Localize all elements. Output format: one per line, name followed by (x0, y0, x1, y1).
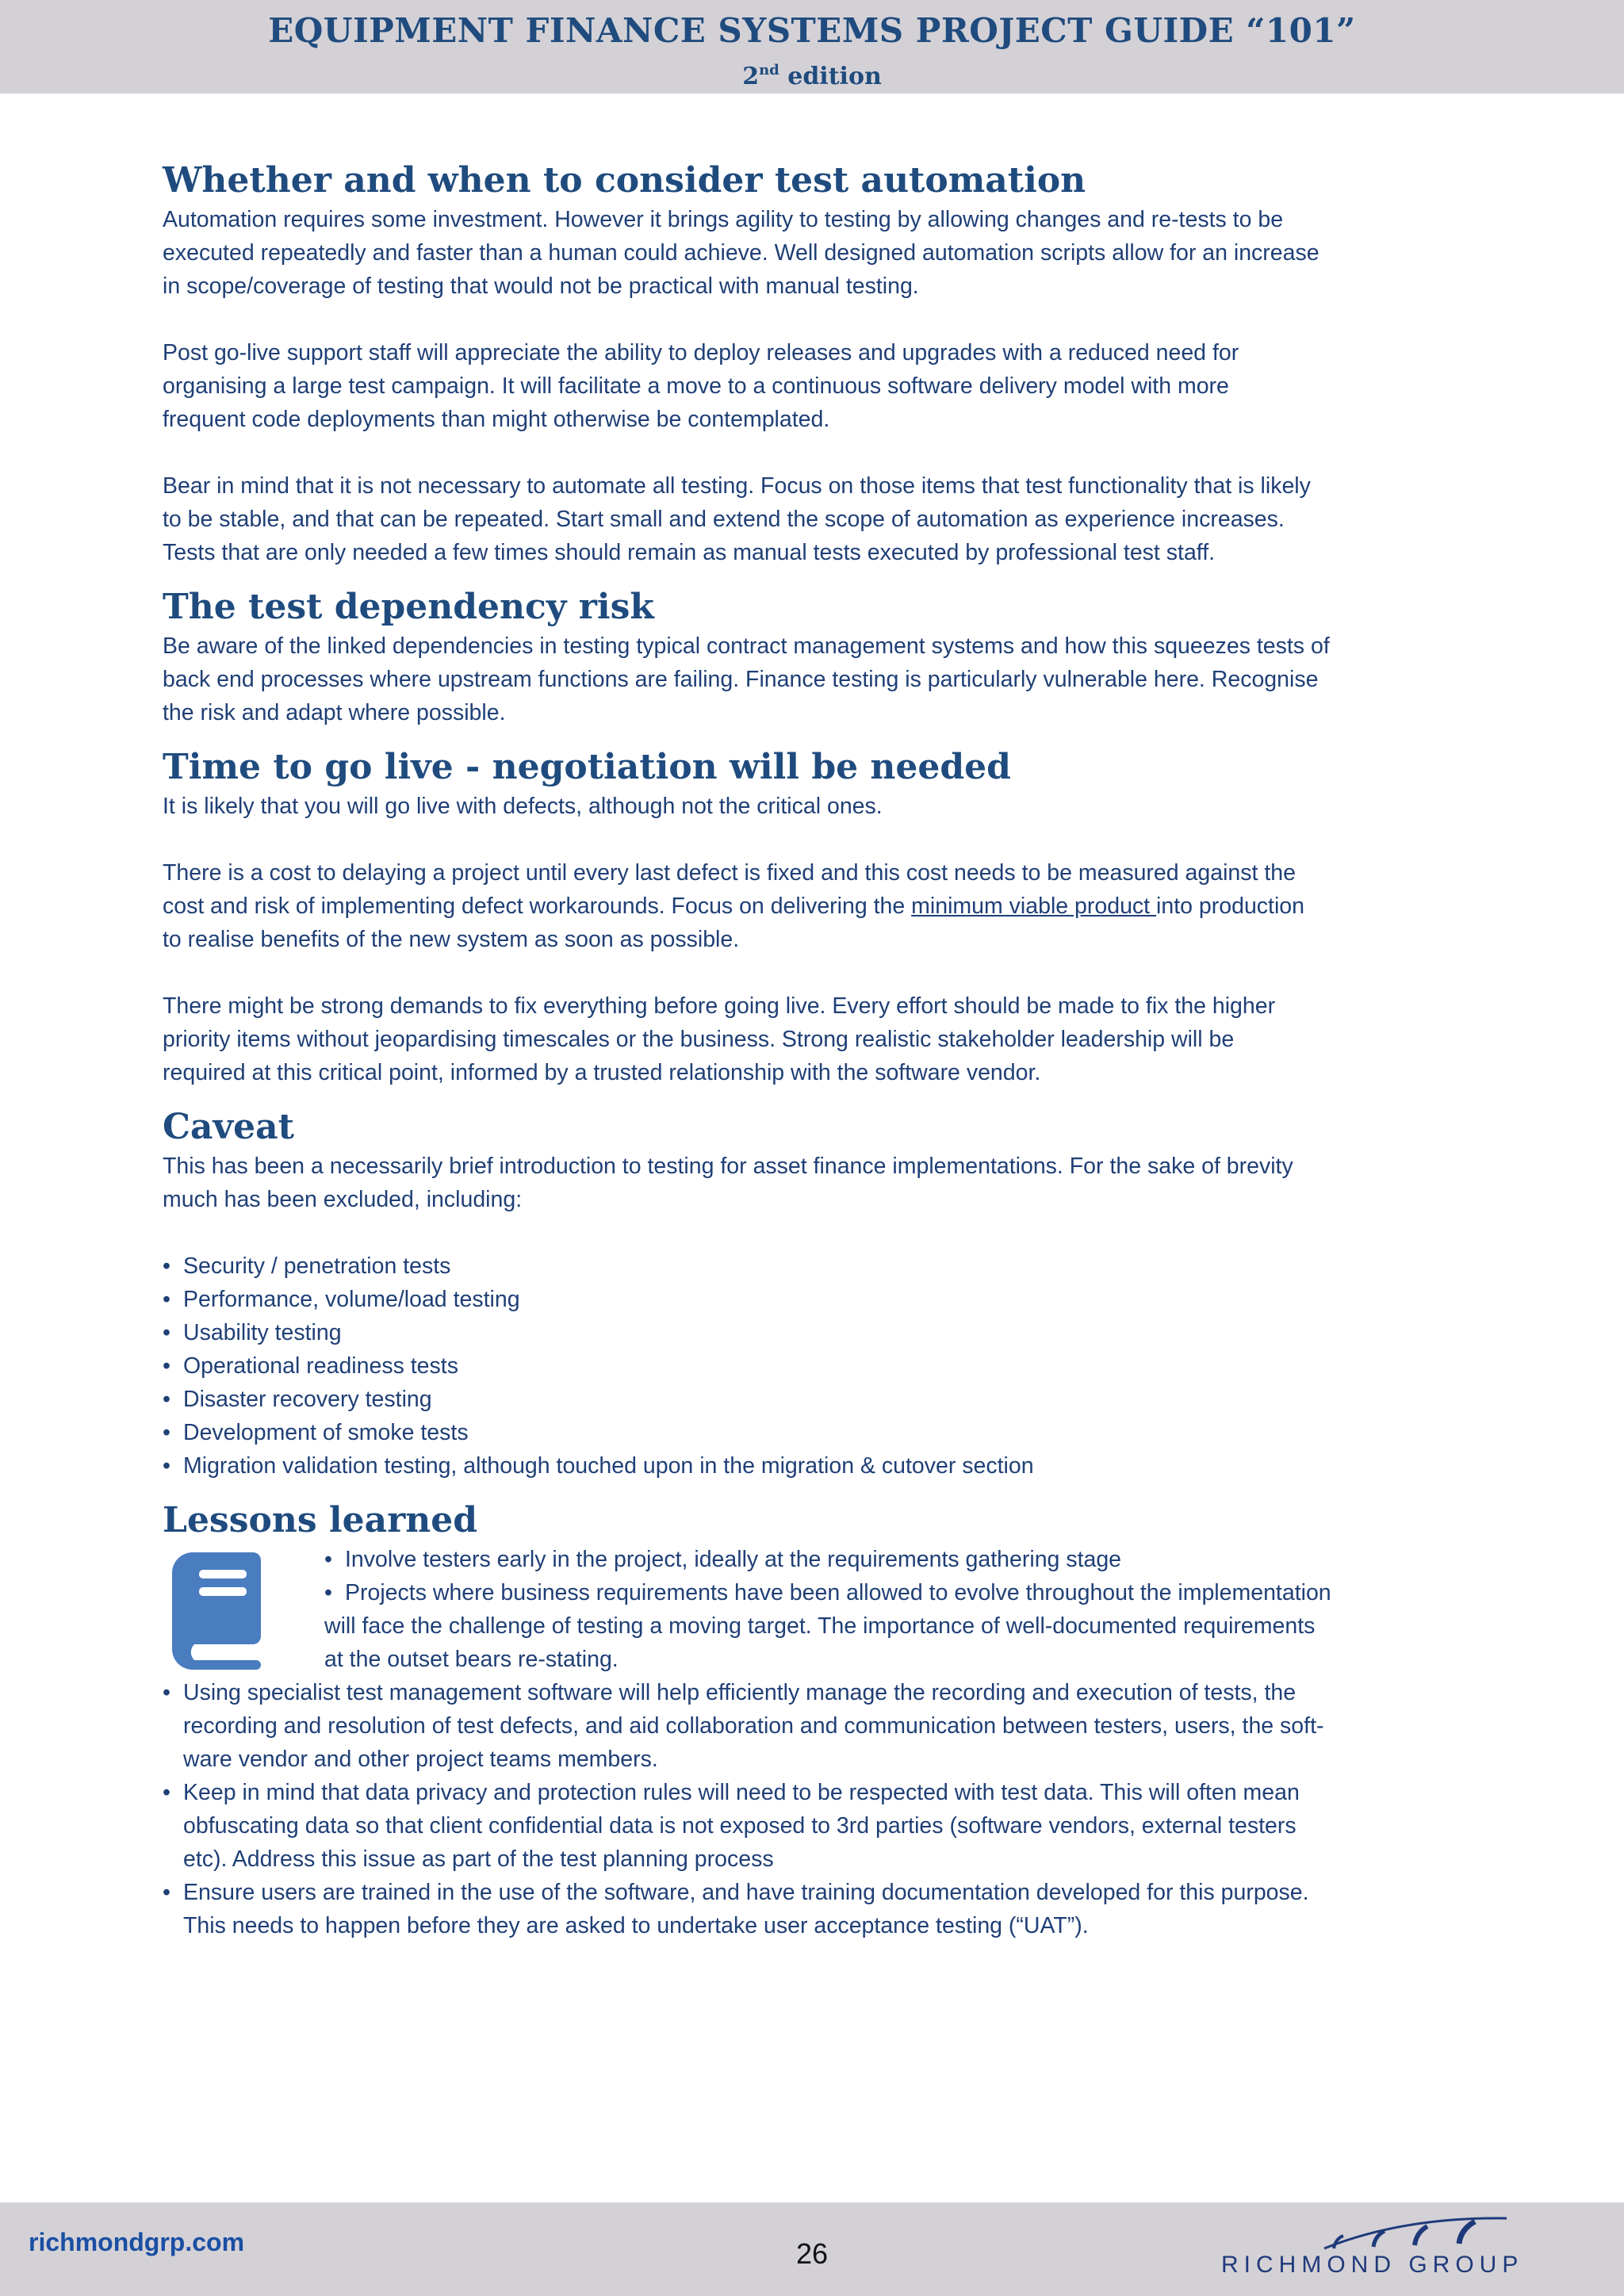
automation-paragraph-1: Automation requires some investment. However it brings agility to testing by allowing changes and re-tests to be executed repeatedly and faster than a human could achieve. Well designed automation scripts allow for an increase in scope/coverage of testing that would not be practical with manual testing. (163, 207, 1320, 299)
richmond-group-logo (1213, 2202, 1594, 2296)
list-item: • Performance, volume/load testing (163, 1283, 1463, 1316)
logo-text: RICHMOND GROUP (1221, 2252, 1524, 2278)
list-item: • Ensure users are trained in the use of the software, and have training documentation developed for this purpose. This needs to happen before they are asked to undertake user acceptance testing (“UAT”). (163, 1876, 1463, 1942)
section-heading-golive: Time to go live - negotiation will be needed (163, 747, 1011, 787)
section-heading-dependency: The test dependency risk (163, 587, 654, 627)
golive-paragraph-1: It is likely that you will go live with defects, although not the critical ones. (163, 794, 883, 819)
page-footer (0, 2202, 1624, 2296)
book-icon (170, 1551, 262, 1670)
golive-paragraph-3: There might be strong demands to fix everything before going live. Every effort should be made to fix the higher priority items without jeopardising timescales or the business. Strong realistic stakeholder leadership will be required at this critical point, informed by a trusted relationship with the software vendor. (163, 993, 1276, 1085)
caveat-paragraph: This has been a necessarily brief introduction to testing for asset finance implementations. For the sake of brevity much has been excluded, including: (163, 1154, 1293, 1212)
edition-word: edition (787, 63, 882, 90)
list-item: • Projects where business requirements have been allowed to evolve throughout the implementation will face the challenge of testing a moving target. The importance of well-documented requirements at the outset bears re-stating. (324, 1576, 1466, 1676)
golive-paragraph-2: There is a cost to delaying a project until every last defect is fixed and this cost needs to be measured against the cost and risk of implementing defect workarounds. Focus on delivering the minimum viable product into production to realise benefits of the new system as soon as possible. (163, 860, 1304, 952)
section-heading-caveat: Caveat (163, 1107, 294, 1147)
edition-number: 2 (742, 63, 760, 90)
lessons-list-top (324, 1543, 1466, 1676)
section-heading-automation: Whether and when to consider test automation (163, 160, 1086, 201)
dependency-paragraph: Be aware of the linked dependencies in testing typical contract management systems and how this squeezes tests of back end processes where upstream functions are failing. Finance testing is particularly vulnerable here. Recognise the risk and adapt where possible. (163, 633, 1330, 725)
logo-swoosh-icon (1308, 2210, 1515, 2258)
section-heading-lessons: Lessons learned (163, 1500, 478, 1540)
lessons-intro-block (163, 1543, 1463, 1676)
page-header (0, 0, 1624, 94)
list-item: • Usability testing (163, 1316, 1463, 1349)
caveat-exclusion-list (163, 1249, 1463, 1483)
page-number: 26 (795, 2237, 829, 2270)
edition-label (0, 62, 1624, 90)
mvp-link[interactable]: minimum viable product (911, 894, 1157, 919)
list-item: • Keep in mind that data privacy and protection rules will need to be respected with test data. This will often mean obfuscating data so that client confidential data is not exposed to 3rd parties (software vendors, external testers etc). Address this issue as part of the test planning process (163, 1776, 1463, 1876)
list-item: • Development of smoke tests (163, 1416, 1463, 1449)
list-item: • Security / penetration tests (163, 1249, 1463, 1283)
page-content (163, 159, 1463, 1942)
list-item: • Involve testers early in the project, ideally at the requirements gathering stage (324, 1543, 1466, 1576)
list-item: • Operational readiness tests (163, 1349, 1463, 1383)
document-title: EQUIPMENT FINANCE SYSTEMS PROJECT GUIDE “101” (268, 11, 1356, 50)
edition-suffix: nd (759, 62, 779, 78)
automation-paragraph-3: Bear in mind that it is not necessary to automate all testing. Focus on those items that test functionality that is likely to be stable, and that can be repeated. Start small and extend the scope of automation as experience increases. Tests that are only needed a few times should remain as manual tests executed by professional test staff. (163, 473, 1311, 565)
website-link[interactable]: richmondgrp.com (29, 2228, 245, 2256)
list-item: • Using specialist test management software will help efficiently manage the recording and execution of tests, the recording and resolution of test defects, and aid collaboration and communication between testers, users, the soft- ware vendor and other project teams members. (163, 1676, 1463, 1776)
automation-paragraph-2: Post go-live support staff will appreciate the ability to deploy releases and upgrades with a reduced need for organising a large test campaign. It will facilitate a move to a continuous software delivery model with more frequent code deployments than might otherwise be contemplated. (163, 340, 1239, 432)
lessons-list (163, 1676, 1463, 1942)
list-item: • Disaster recovery testing (163, 1383, 1463, 1416)
list-item: • Migration validation testing, although touched upon in the migration & cutover section (163, 1449, 1463, 1483)
